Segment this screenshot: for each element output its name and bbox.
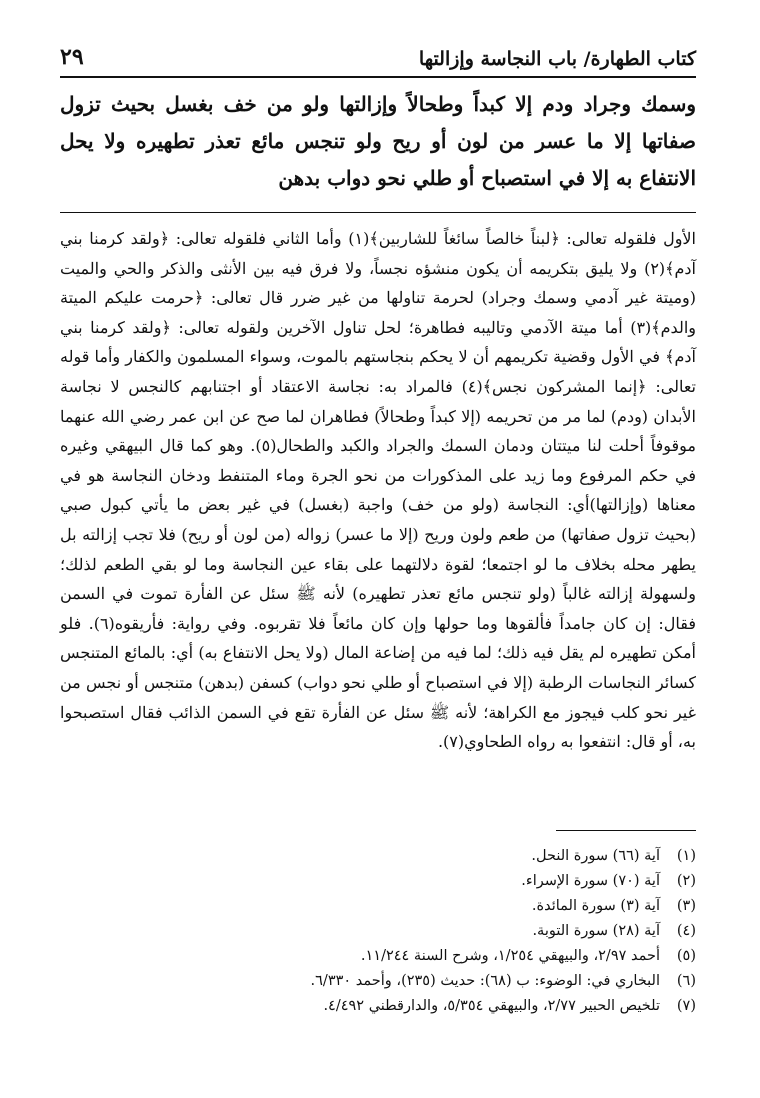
chapter-title: كتاب الطهارة/ باب النجاسة وإزالتها — [418, 48, 696, 70]
footnote-number: (٧) — [676, 998, 696, 1014]
footnote — [136, 869, 696, 894]
footnote-text: آية (٢٨) سورة التوبة. — [532, 923, 660, 939]
footnote — [136, 994, 696, 1019]
text-divider — [60, 212, 696, 213]
footnote — [136, 969, 696, 994]
footnote-number: (٣) — [676, 898, 696, 914]
footnote-text: آية (٦٦) سورة النحل. — [531, 848, 660, 864]
footnote-text: آية (٧٠) سورة الإسراء. — [521, 873, 660, 889]
footnote-number: (٦) — [676, 973, 696, 989]
footnote-text: آية (٣) سورة المائدة. — [531, 898, 660, 914]
footnote — [136, 944, 696, 969]
page-number: ٢٩ — [60, 44, 84, 70]
footnote — [136, 844, 696, 869]
footnote-number: (٥) — [676, 948, 696, 964]
main-text: وسمك وجراد ودم إلا كبداً وطحالاً وإزالتها ولو من خف بغسل بحيث تزول صفاتها إلا ما عسر من لون أو ريح ولو تنجس مائع تعذر تطهيره ولا يحل الانتفاع به إلا في استصباح أو طلي نحو دواب بدهن — [60, 92, 696, 190]
footnote-number: (٢) — [676, 873, 696, 889]
footnote-text: البخاري في: الوضوء: ب (٦٨): حديث (٢٣٥)، وأحمد ٦/٣٣٠. — [310, 973, 660, 989]
footnote-number: (١) — [676, 848, 696, 864]
footnotes-list — [136, 844, 696, 1019]
footnote-text: أحمد ٢/٩٧، والبيهقي ١/٢٥٤، وشرح السنة ١١/٢٤٤. — [360, 948, 660, 964]
footnote-divider — [556, 830, 696, 831]
footnote — [136, 894, 696, 919]
footnote-number: (٤) — [676, 923, 696, 939]
commentary-text: الأول فلقوله تعالى: ﴿لبناً خالصاً سائغاً للشاربين﴾(١) وأما الثاني فلقوله تعالى: ﴿ولقد كرمنا بني آدم﴾(٢) ولا يليق بتكريمه أن يكون منشؤه نجساً، ولا فرق فيه بين الأنثى والذكر والحي والميت (وميتة غير آدمي وسمك وجراد) لحرمة تناولها من غير ضرر قال تعالى: ﴿حرمت عليكم الميتة والدم﴾(٣) أما ميتة الآدمي وتاليبه فطاهرة؛ لحل تناول الآخرين ولقوله تعالى: ﴿ولقد كرمنا بني آدم﴾ في الأول وقضية تكريمهم أن لا يحكم بنجاستهم بالموت، وسواء المسلمون والكفار وأما قوله تعالى: ﴿إنما المشركون نجس﴾(٤) فالمراد به: نجاسة الاعتقاد أو اجتنابهم كالنجس لا نجاسة الأبدان (ودم) لما مر من تحريمه (إلا كبداً وطحالاً) فطاهران لما صح عن ابن عمر رضي الله عنهما موقوفاً أحلت لنا ميتتان ودمان السمك والجراد والكبد والطحال(٥). وهو كما قال البيهقي وغيره في حكم المرفوع وما زيد على المذكورات من نحو الجرة وماء المتنفط ودخان النجاسة هو في معناها (وإزالتها)أي: النجاسة (ولو من خف) واجبة (بغسل) في غير بعض ما يأتي كبول صبي (بحيث تزول صفاتها) من طعم ولون وريح (إلا ما عسر) زواله (من لون أو ريح) فلا تجب إزالته بل يطهر محله بخلاف ما لو اجتمعا؛ لقوة دلالتهما على بقاء عين النجاسة وما لو بقي الطعم لذلك؛ ولسهولة إزالته غالباً (ولو تنجس مائع تعذر تطهيره) لأنه ﷺ سئل عن الفأرة تموت في السمن فقال: إن كان جامداً فألقوها وما حولها وإن كان مائعاً فلا تقربوه. وفي رواية: فأريقوه(٦). فلو أمكن تطهيره لم يقل فيه ذلك؛ لما فيه من إضاعة المال (ولا يحل الانتفاع به) أي: بالمائع المتنجس كسائر النجاسات الرطبة (إلا في استصباح أو طلي نحو دواب) كسفن (بدهن) متنجس أو نجس من غير نحو كلب فيجوز مع الكراهة؛ لأنه ﷺ سئل عن الفأرة تقع في السمن الذائب فقال استصبحوا به، أو قال: انتفعوا به رواه الطحاوي(٧). — [60, 229, 697, 752]
footnote — [136, 919, 696, 944]
running-header — [60, 38, 696, 78]
footnote-text: تلخيص الحبير ٢/٧٧، والبيهقي ٥/٣٥٤، والدارقطني ٤/٤٩٢. — [323, 998, 660, 1014]
